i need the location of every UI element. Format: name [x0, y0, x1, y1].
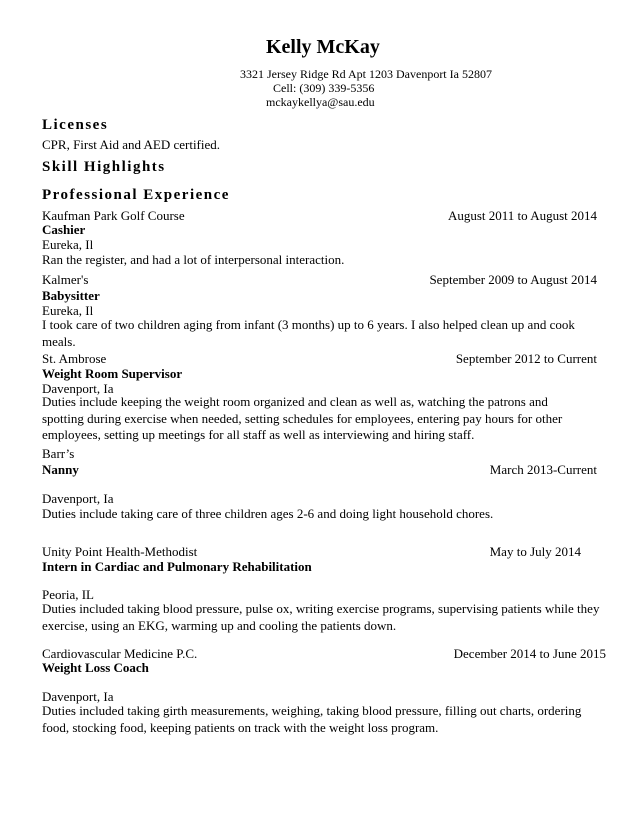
licenses-text: CPR, First Aid and AED certified. — [42, 137, 221, 152]
job-location: Eureka, Il — [42, 237, 94, 252]
job-description: Ran the register, and had a lot of interpersonal interaction. — [42, 252, 345, 267]
job-description: Duties included taking girth measurements, weighing, taking blood pressure, filling out charts, ordering food, stocking food, keeping patients on track with the weight loss program. — [42, 703, 582, 735]
job-location: Eureka, Il — [42, 303, 94, 318]
job-dates: March 2013-Current — [489, 462, 597, 477]
job-location: Davenport, Ia — [42, 381, 114, 396]
job-employer: Cardiovascular Medicine P.C. — [42, 646, 198, 661]
job-employer: Barr’s — [42, 446, 75, 461]
job-employer: Unity Point Health-Methodist — [42, 544, 198, 559]
job-description: Duties include taking care of three children ages 2-6 and doing light household chores. — [42, 506, 494, 521]
job-location: Davenport, Ia — [42, 491, 114, 506]
email: mckaykellya@sau.edu — [266, 95, 375, 109]
job-dates: August 2011 to August 2014 — [447, 208, 597, 223]
licenses-heading: Licenses — [42, 117, 109, 133]
job-title: Weight Room Supervisor — [42, 366, 183, 381]
job-description: I took care of two children aging from infant (3 months) up to 6 years. I also helped clean up and cook meals. — [42, 317, 575, 349]
job-description: Duties included taking blood pressure, pulse ox, writing exercise programs, supervising patients while they exercise, using an EKG, warming up and cooling the patients down. — [42, 601, 600, 633]
job-employer: St. Ambrose — [42, 351, 107, 366]
job-employer: Kalmer's — [42, 272, 89, 287]
resume-name: Kelly McKay — [266, 36, 380, 58]
job-title: Babysitter — [42, 288, 100, 303]
job-description: Duties include keeping the weight room organized and clean as well as, watching the patrons and spotting during exercise when needed, setting schedules for employees, entering pay hours for other employees, setting up meetings for all staff as well as interviewing and hiring staff. — [42, 394, 563, 442]
job-dates: December 2014 to June 2015 — [453, 646, 606, 661]
phone: Cell: (309) 339-5356 — [273, 81, 375, 95]
address: 3321 Jersey Ridge Rd Apt 1203 Davenport Ia 52807 — [240, 67, 492, 81]
experience-heading: Professional Experience — [42, 187, 230, 203]
job-title: Weight Loss Coach — [42, 660, 149, 675]
job-title: Nanny — [42, 462, 79, 477]
job-title: Intern in Cardiac and Pulmonary Rehabilitation — [42, 559, 312, 574]
skills-heading: Skill Highlights — [42, 159, 166, 175]
job-location: Davenport, Ia — [42, 689, 114, 704]
job-dates: September 2009 to August 2014 — [429, 272, 597, 287]
job-dates: May to July 2014 — [489, 544, 581, 559]
job-location: Peoria, IL — [42, 587, 94, 602]
job-dates: September 2012 to Current — [455, 351, 597, 366]
job-employer: Kaufman Park Golf Course — [42, 208, 185, 223]
job-title: Cashier — [42, 222, 86, 237]
